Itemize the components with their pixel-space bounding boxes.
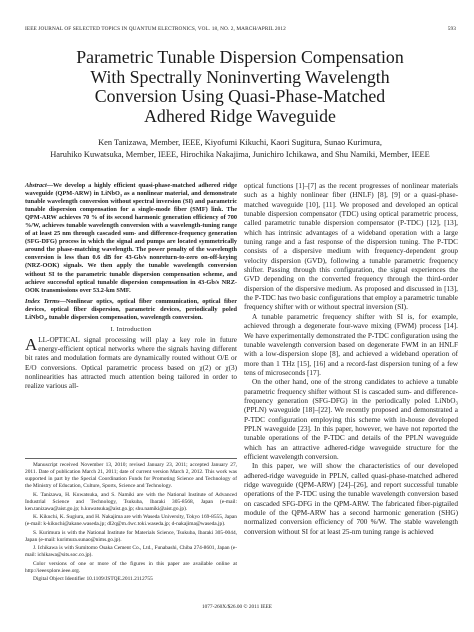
copyright-line: 1077-260X/$26.00 © 2011 IEEE — [201, 604, 273, 610]
abstract — [25, 182, 237, 295]
body-paragraph: A tunable parametric frequency shifter with SI is, for example, achieved through a degenerate four-wave mixing (FWM) process [14]. We have experimentally demonstrated the P-TDC configuration using the tunable wavelength conversion based on degenerate FWM in an HNLF with a low-dispersion slope [8], and achieved a wideband operation of more than 1 THz [15], [16] and a record-fast dispersion tuning of a few tens of microseconds [17]. — [244, 312, 458, 377]
title-line: Conversion Using Quasi-Phase-Matched — [94, 86, 386, 107]
title-line: Adhered Ridge Waveguide — [144, 105, 336, 126]
title-line: Parametric Tunable Dispersion Compensation — [76, 47, 404, 67]
page-number: 593 — [447, 26, 456, 32]
section-heading: I. Introduction — [110, 325, 152, 333]
abstract-text: —We develop a highly efficient quasi-phase-matched adhered ridge waveguide (QPM-ARW) in LiNbO₃ as a nonlinear material, and demonstrate tunable wavelength conversion without spectral inversion (SI) and parametric tunable dispersion compensation for a single-mode fiber (SMF) link. The QPM-ARW achieves 70 % of its second harmonic generation efficiency of 700 %/W, achieves tunable wavelength conversion with a wavelength-tuning range of at least 25 nm through cascaded sum- and difference-frequency generation (SFG-DFG) process in which the signal and pumps are located symmetrically around the phase-matching wavelength. The power penalty of the wavelength conversion is less than 0.6 dB for 43-Gb/s nonreturn-to-zero on-off-keying (NRZ-OOK) signals. We then apply the tunable wavelength conversion without SI to the parametric tunable dispersion compensation scheme, and achieve successful optical tunable dispersion compensation in 43-Gb/s NRZ-OOK transmissions over 53.2-km SMF. — [25, 182, 237, 294]
authors-line: Haruhiko Kuwatsuka, Member, IEEE, Hirochika Nakajima, Junichiro Ichikawa, and Shu Namiki, Member, IEEE — [50, 149, 430, 159]
journal-header: IEEE JOURNAL OF SELECTED TOPICS IN QUANTUM ELECTRONICS, VOL. 18, NO. 2, MARCH/APRIL 2012 — [25, 26, 286, 32]
footnotes — [25, 458, 237, 585]
footnote: S. Kurimura is with the National Institute for Materials Science, Tsukuba, Ibaraki 305-0044, Japan (e-mail: kurimura.sunao@nims.go.jp). — [25, 529, 237, 543]
index-terms-label: Index Terms — [25, 297, 60, 305]
footnote: J. Ichikawa is with Sumitomo Osaka Cement Co., Ltd., Funabashi, Chiba 274-8601, Japan (e-mail: ichikawa@sits.soc.co.jp). — [25, 545, 237, 558]
title-line: With Spectrally Noninverting Wavelength — [90, 66, 390, 87]
abstract-label: Abstract — [25, 182, 47, 189]
dropcap: A — [25, 334, 38, 354]
paper-title — [25, 48, 455, 126]
footnote: K. Kikuchi, K. Sugiura, and H. Nakajima are with Waseda University, Tokyo 169-8555, Japan (e-mail: k-kikuchi@akane.waseda.jp; dl2q@m.4wc.toki.waseda.jp; d-nakajima@waseda.jp). — [25, 514, 237, 527]
intro-text: LL-OPTICAL signal processing will play a key role in future energy-efficient optical networks where the signals having different bit rates and modulation formats are dynamically routed without O/E or E/O conversions. Optical parametric process based on χ(2) or χ(3) nonlinearities has attracted much attention being tailored in order to realize various all- — [25, 335, 237, 391]
index-terms-text: —Nonlinear optics, optical fiber communication, optical fiber devices, optical fiber dispersion, parametric devices, periodically poled LiNbO₃, tunable dispersion compensation, wavelength conversion. — [25, 297, 237, 321]
body-paragraph: In this paper, we will show the characteristics of our developed adhered-ridge waveguide in PPLN, called quasi-phase-matched adhered ridge waveguide (QPM-ARW) [24]–[26], and report successful tunable operations of the P-TDC using the tunable wavelength conversion based on cascaded SFG-DFG in the QPM-ARW. The fabricated fiber-pigtailed module of the QPM-ARW has a second harmonic generation (SHG) normalized conversion efficiency of 700 %/W. The stable wavelength conversion without SI for at least 25-nm tuning range is achieved — [244, 462, 458, 536]
body-paragraph: optical functions [1]–[7] as the recent progresses of nonlinear materials such as a highly nonlinear fiber (HNLF) [8], [9] or a quasi-phase-matched waveguide [10], [11]. We proposed and developed an optical tunable dispersion compensator (TDC) using optical parametric process, called parametric tunable dispersion compensator (P-TDC) [12], [13], which has intrinsic advantages of a wideband operation with a large tuning range and a fast response of the dispersion tuning. The P-TDC consists of a dispersive medium with frequency-dependent group velocity dispersion (GVD), following a tunable parametric frequency shifter. Passing through this configuration, the signal experiences the GVD depending on the converted frequency through the third-order dispersion of the dispersive medium. As proposed and discussed in [13], the P-TDC has two basic configurations that employ a parametric tunable frequency shifter with or without spectral inversion (SI). — [244, 182, 458, 312]
index-terms — [25, 298, 237, 322]
body-paragraph: On the other hand, one of the strong candidates to achieve a tunable parametric frequency shifter without SI is cascaded sum- and difference-frequency generation (SFG-DFG) in the periodically poled LiNbO₃ (PPLN) waveguide [18]–[22]. We recently proposed and demonstrated a P-TDC configuration employing this scheme with in-house developed PPLN waveguide [23]. In this paper, however, we have not reported the tunable operations of the P-TDC and details of the PPLN waveguide which has an attractive adhered-ridge waveguide structure for the efficient wavelength conversion. — [244, 378, 458, 461]
footnote: K. Tanizawa, H. Kuwatsuka, and S. Namiki are with the National Institute of Advanced Industrial Science and Technology, Tsukuba, Ibaraki 305-8568, Japan (e-mail: ken.tanizawa@aist.go.jp; h.kuwatsuka@aist.go.jp; shu.namiki@aist.go.jp). — [25, 491, 237, 512]
authors-line: Ken Tanizawa, Member, IEEE, Kiyofumi Kikuchi, Kaori Sugitura, Sunao Kurimura, — [98, 138, 382, 147]
intro-paragraph — [25, 336, 237, 392]
right-column — [244, 182, 458, 537]
left-column — [25, 182, 237, 392]
footnote: Digital Object Identifier 10.1109/JSTQE.2011.2112755 — [33, 576, 153, 582]
footnote: Manuscript received November 13, 2010; revised January 23, 2011; accepted January 27, 2011. Date of publication March 21, 2011; date of current version March 2, 2012. This work was supported in part by the Special Coordination Funds for Promoting Science and Technology of the Ministry of Education, Culture, Sports, Science and Technology. — [25, 462, 237, 489]
footnote: Color versions of one or more of the figures in this paper are available online at http://ieeexplore.ieee.org. — [25, 560, 237, 574]
running-head — [25, 26, 456, 36]
author-list — [25, 137, 455, 160]
